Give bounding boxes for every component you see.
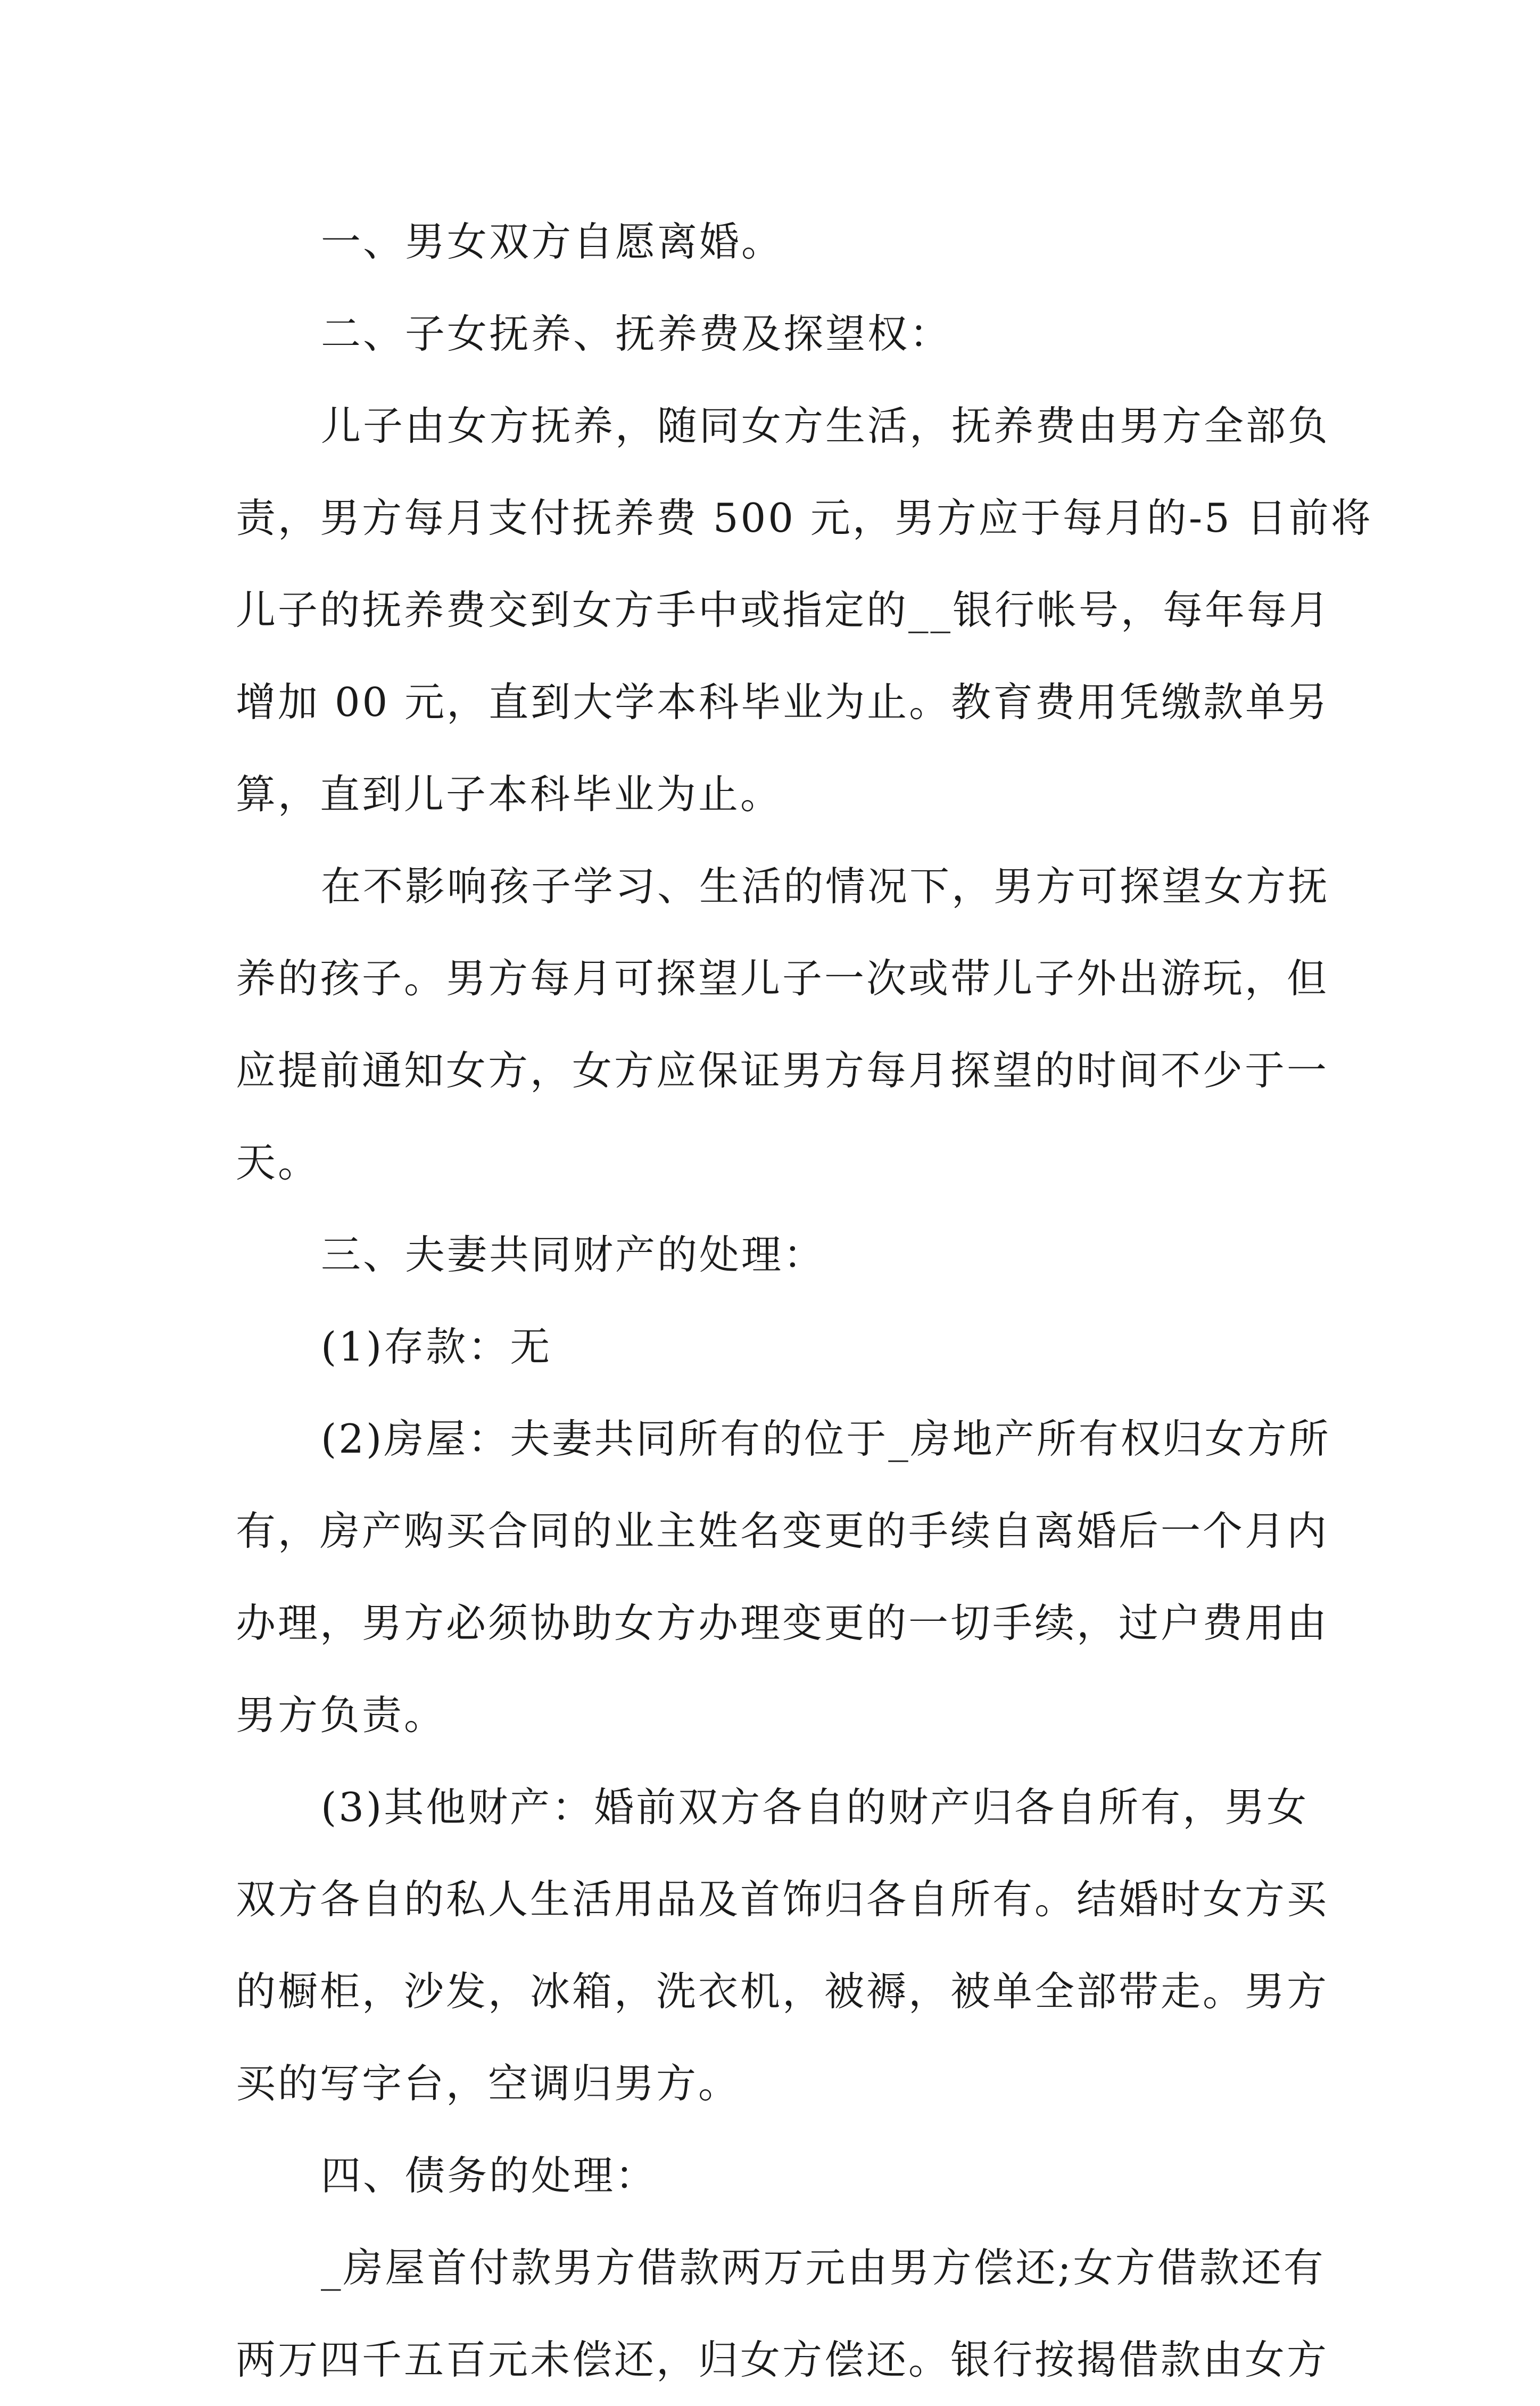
text-line: 增加 00 元，直到大学本科毕业为止。教育费用凭缴款单另 [236,679,1330,726]
text-line: _房屋首付款男方借款两万元由男方偿还;女方借款还有 [321,2244,1326,2291]
text-line: 算，直到儿子本科毕业为止。 [236,771,783,818]
text-line: 养的孩子。男方每月可探望儿子一次或带儿子外出游玩，但 [236,955,1329,1002]
text-line: 儿子的抚养费交到女方手中或指定的__银行帐号，每年每月 [236,587,1331,633]
text-line: 在不影响孩子学习、生活的情况下，男方可探望女方抚 [321,863,1330,910]
text-line: 两万四千五百元未偿还，归女方偿还。银行按揭借款由女方 [236,2336,1329,2383]
text-line: 应提前通知女方，女方应保证男方每月探望的时间不少于一 [236,1047,1329,1094]
text-line: 天。 [236,1139,320,1186]
text-line: 二、子女抚养、抚养费及探望权： [321,310,952,357]
text-line: 办理，男方必须协助女方办理变更的一切手续，过户费用由 [236,1600,1329,1646]
text-line: (3)其他财产：婚前双方各自的财产归各自所有，男女 [321,1784,1309,1831]
text-line: 儿子由女方抚养，随同女方生活，抚养费由男方全部负 [321,402,1330,449]
text-line: 责，男方每月支付抚养费 500 元，男方应于每月的-5 日前将 [236,495,1373,541]
text-line: (2)房屋：夫妻共同所有的位于_房地产所有权归女方所 [321,1415,1331,1462]
text-line: 的橱柜，沙发，冰箱，洗衣机，被褥，被单全部带走。男方 [236,1968,1329,2015]
text-line: 三、夫妻共同财产的处理： [321,1231,826,1278]
document-body [236,196,1373,2406]
text-line: 男方负责。 [236,1692,446,1738]
text-line: 四、债务的处理： [321,2152,658,2199]
text-line: (1)存款：无 [321,1323,552,1370]
text-line: 有，房产购买合同的业主姓名变更的手续自离婚后一个月内 [236,1507,1329,1554]
text-line: 一、男女双方自愿离婚。 [321,218,784,265]
text-line: 双方各自的私人生活用品及首饰归各自所有。结婚时女方买 [236,1876,1329,1923]
text-line: 买的写字台，空调归男方。 [236,2060,741,2107]
